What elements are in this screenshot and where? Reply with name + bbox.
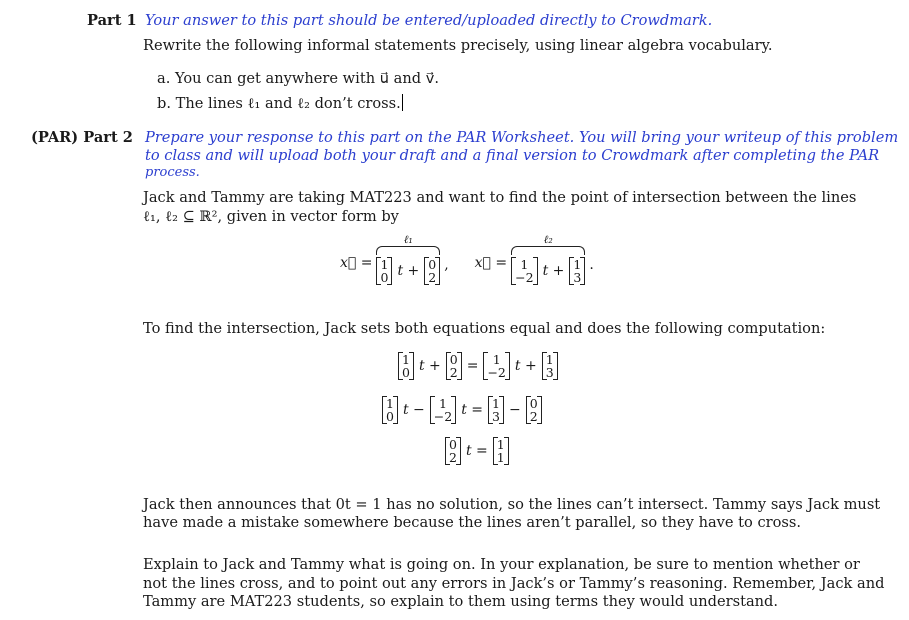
para4-line1: Explain to Jack and Tammy what is going on. In your explanation, be sure to mention whether or	[143, 556, 860, 573]
overbrace-l2: ℓ₂ 1 −2 t + 1 3	[511, 233, 585, 285]
para3-line1: Jack then announces that 0t = 1 has no solution, so the lines can’t intersect. Tammy says Jack must	[143, 496, 881, 513]
brace-label-l2: ℓ₂	[543, 233, 553, 246]
part2-instruction-2: to class and will upload both your draft and a final version to Crowdmark after completing the PAR	[145, 147, 880, 164]
brace-label-l1: ℓ₁	[403, 233, 413, 246]
part1-item-b[interactable]	[157, 94, 403, 113]
part1-label: Part 1	[87, 12, 137, 29]
x-vector-2: x⃗ =	[474, 255, 508, 271]
computation-line2: 1 0 t − 1 −2 t = 1 3 − 0 2	[382, 396, 542, 424]
computation-line1: 1 0 t + 0 2 = 1 −2 t + 1 3	[398, 352, 558, 380]
matrix-1-0: 1 0	[376, 257, 392, 285]
part2-label: (PAR) Part 2	[31, 129, 133, 146]
para4-line2: not the lines cross, and to point out any errors in Jack’s or Tammy’s reasoning. Remember, Jack and	[143, 575, 885, 592]
item-b-text: b. The lines ℓ₁ and ℓ₂ don’t cross.	[157, 95, 401, 112]
matrix-0-2: 0 2	[424, 257, 440, 285]
part2-instruction-1: Prepare your response to this part on the PAR Worksheet. You will bring your writeup of this problem	[145, 129, 899, 146]
text-cursor	[402, 94, 403, 111]
part1-item-a: a. You can get anywhere with u⃗ and v⃗.	[157, 70, 439, 87]
para3-line2: have made a mistake somewhere because the lines aren’t parallel, so they have to cross.	[143, 514, 802, 531]
part1-prompt: Rewrite the following informal statements precisely, using linear algebra vocabulary.	[143, 37, 773, 54]
para4-line3: Tammy are MAT223 students, so explain to them using terms they would understand.	[143, 593, 779, 610]
para1-line1: Jack and Tammy are taking MAT223 and want to find the point of intersection between the lines	[143, 189, 857, 206]
matrix-1-3: 1 3	[569, 257, 585, 285]
overbrace-l1: ℓ₁ 1 0 t + 0 2	[376, 233, 440, 285]
computation-line3: 0 2 t = 1 1	[445, 437, 509, 465]
part2-instruction-3: process.	[145, 165, 200, 180]
para2: To find the intersection, Jack sets both equations equal and does the following computation:	[143, 320, 826, 337]
vector-equations: x⃗ = ℓ₁ 1 0 t + 0 2 , x⃗ = ℓ₂ 1 −2 t + 1 3 .	[340, 233, 594, 285]
para1-line2: ℓ₁, ℓ₂ ⊆ ℝ², given in vector form by	[143, 208, 399, 225]
x-vector-1: x⃗ =	[340, 255, 373, 271]
part1-instruction: Your answer to this part should be entered/uploaded directly to Crowdmark.	[145, 12, 713, 29]
matrix-1-m2: 1 −2	[511, 257, 537, 285]
